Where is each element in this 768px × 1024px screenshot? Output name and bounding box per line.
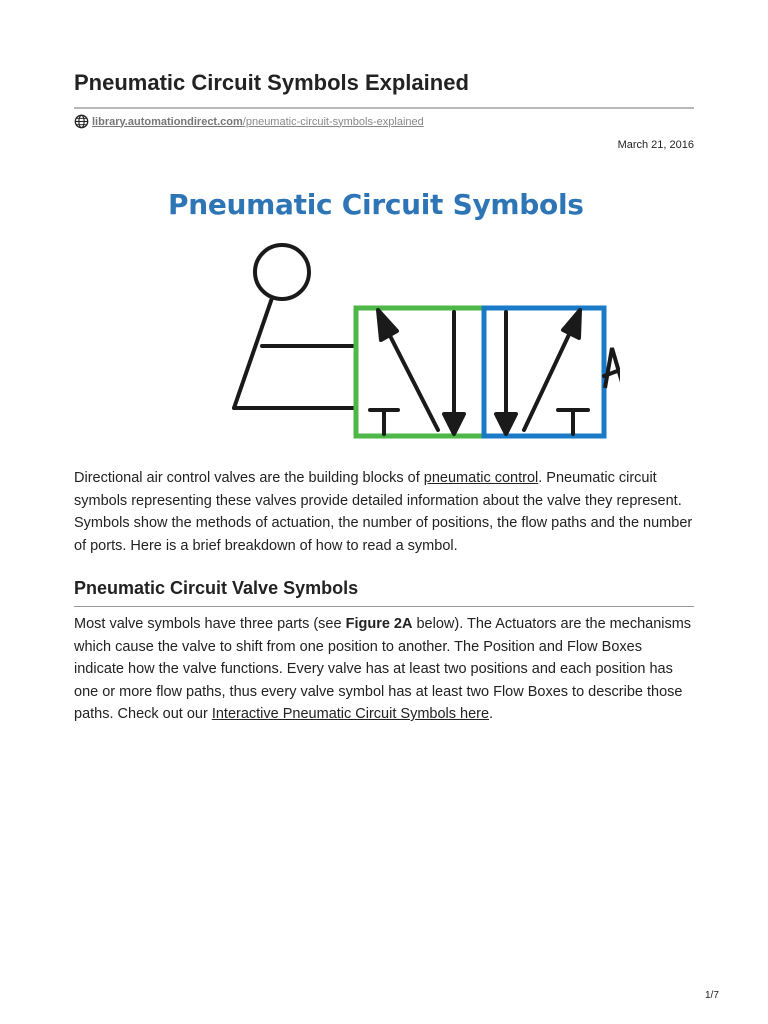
section-text-continued: below). The Actuators are the mechanisms which cause the valve to shift from one position to another. The Position and Flow Boxes indicate how the valve functions. Every valve has at least two positions and each position has one or more flow paths, thus every valve symbol has at least two Flow Boxes to describe those paths. Check out our (74, 616, 692, 722)
page-title: Pneumatic Circuit Symbols Explained (74, 70, 469, 95)
title-divider (74, 107, 694, 109)
globe-icon (74, 114, 89, 129)
section-text: Most valve symbols have three parts (see (74, 616, 346, 632)
interactive-symbols-link[interactable]: Interactive Pneumatic Circuit Symbols here (211, 706, 490, 722)
section-paragraph (74, 613, 694, 726)
source-path: /pneumatic-circuit-symbols-explained (242, 115, 424, 128)
section-divider (74, 606, 694, 607)
actuator-lever (234, 298, 272, 408)
section-heading: Pneumatic Circuit Valve Symbols (74, 578, 359, 598)
right-box-arrowhead-up (563, 310, 580, 338)
valve-symbol-diagram (150, 178, 620, 448)
page-indicator: 1/7 (705, 990, 719, 1001)
section-text-end: . (489, 706, 494, 722)
publish-date: March 21, 2016 (617, 139, 694, 151)
intro-text-continued: . Pneumatic circuit symbols representing these valves provide detailed information about the valve they represent. Symbols show the methods of actuation, the number of positions, the flow paths and the number of ports. Here is a brief breakdown of how to read a symbol. (74, 470, 693, 554)
actuator-button-circle (255, 245, 309, 299)
intro-paragraph (74, 467, 694, 557)
pneumatic-control-link[interactable]: pneumatic control (423, 470, 539, 486)
figure-reference: Figure 2A (345, 616, 413, 632)
left-box-arrowhead-down (444, 414, 464, 434)
left-box-diagonal-arrow (384, 324, 438, 430)
right-box-diagonal-arrow (524, 324, 574, 430)
source-link[interactable] (92, 116, 424, 128)
figure-title: Pneumatic Circuit Symbols (168, 188, 584, 221)
valve-symbol-figure (150, 178, 620, 448)
right-box-arrowhead-down (496, 414, 516, 434)
source-domain: library.automationdirect.com (92, 115, 243, 128)
left-box-arrowhead-up (378, 310, 397, 340)
source-line (74, 114, 424, 129)
intro-text: Directional air control valves are the building blocks of (74, 470, 424, 486)
